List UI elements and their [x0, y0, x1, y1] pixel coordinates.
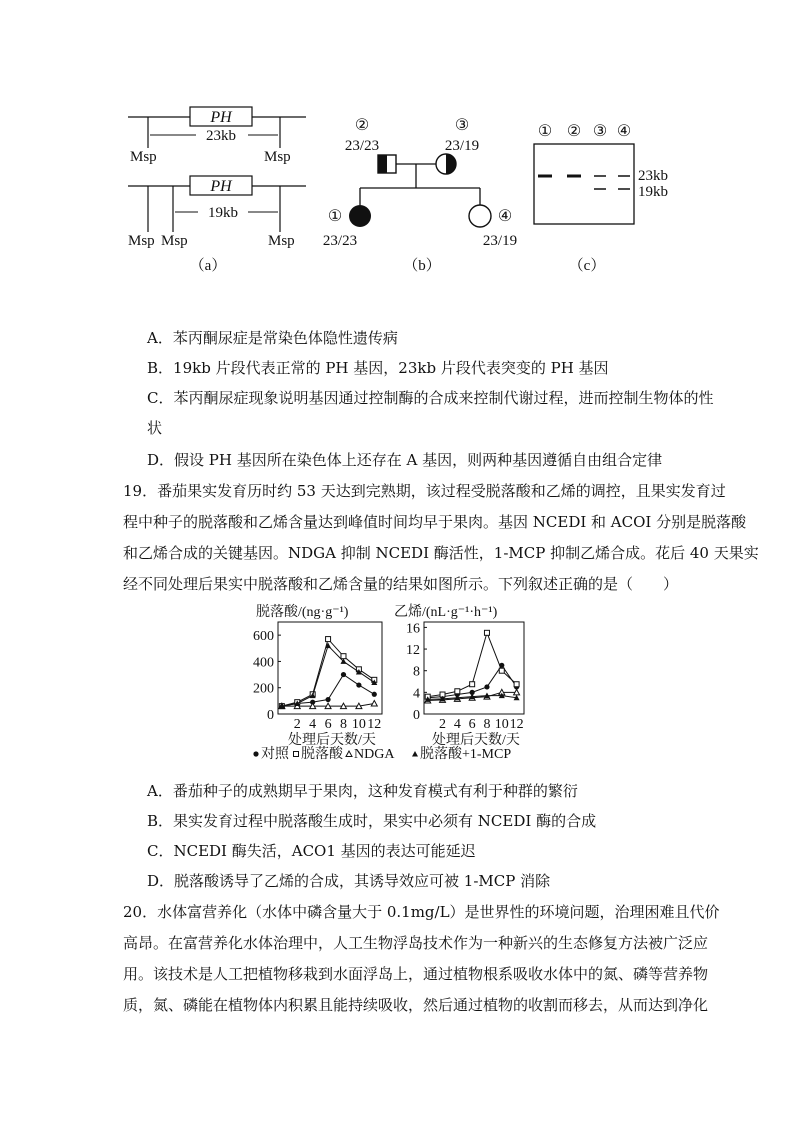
- data-point: [499, 668, 504, 673]
- pedigree-genotype-1: 23/23: [322, 233, 358, 249]
- lane-label-1: ①: [537, 123, 553, 140]
- q19-stem-line: 经不同处理后果实中脱落酸和乙烯含量的结果如图所示。下列叙述正确的是（ ）: [123, 575, 679, 593]
- x-tick-label: 6: [468, 717, 476, 732]
- q20-stem-line: 用。该技术是人工把植物移栽到水面浮岛上，通过植物根系吸收水体中的氮、磷等营养物: [123, 965, 709, 983]
- q19-option-c: C．NCEDI 酶失活，ACO1 基因的表达可能延迟: [147, 842, 476, 860]
- data-point: [484, 684, 489, 689]
- data-point: [325, 697, 330, 702]
- pedigree-number-1: ①: [327, 208, 343, 225]
- q18-option-d: D．假设 PH 基因所在染色体上还存在 A 基因，则两种基因遵循自由组合定律: [147, 451, 663, 469]
- legend-label: 脱落酸+1-MCP: [420, 747, 512, 762]
- y-tick-label: 16: [406, 621, 420, 637]
- figure-b: [323, 117, 517, 274]
- data-point: [514, 682, 519, 687]
- figure-c: [534, 123, 668, 274]
- x-tick-label: 8: [339, 717, 347, 732]
- msp-label: Msp: [268, 233, 295, 249]
- q18-option-c-cont: 状: [147, 419, 163, 437]
- y-tick-label: 200: [253, 681, 274, 697]
- x-tick-label: 4: [309, 717, 317, 732]
- hormone-charts: [244, 600, 564, 772]
- data-point: [372, 692, 377, 697]
- length-23kb: 23kb: [206, 128, 236, 144]
- gene-label-a1: PH: [210, 109, 232, 126]
- q20-stem-line: 20．水体富营养化（水体中磷含量大于 0.1mg/L）是世界性的环境问题，治理困难且代价: [123, 903, 720, 921]
- y-tick-label: 600: [253, 629, 274, 645]
- legend-label: NDGA: [354, 747, 395, 762]
- legend-marker: [346, 751, 352, 757]
- msp-label: Msp: [264, 149, 291, 165]
- msp-label: Msp: [161, 233, 188, 249]
- y-tick-label: 12: [406, 643, 420, 659]
- chart-title: 乙烯/(nL·g⁻¹·h⁻¹): [394, 605, 498, 620]
- caption-c: （c）: [568, 258, 606, 274]
- q19-option-a: A．番茄种子的成熟期早于果肉，这种发育模式有利于种群的繁衍: [147, 782, 578, 800]
- x-tick-label: 6: [324, 717, 332, 732]
- legend-marker: [294, 752, 299, 757]
- band-23kb-label: 23kb: [638, 168, 668, 184]
- q19-stem-line: 程中种子的脱落酸和乙烯含量达到峰值时间均早于果肉。基因 NCEDI 和 ACOI 分别是脱落酸: [123, 513, 747, 531]
- gene-label-a2: PH: [210, 178, 232, 195]
- pedigree-genotype-3: 23/19: [444, 138, 480, 154]
- x-tick-label: 2: [439, 717, 447, 732]
- y-tick-label: 0: [267, 708, 274, 723]
- x-tick-label: 12: [509, 717, 524, 732]
- y-tick-label: 8: [413, 664, 420, 680]
- pedigree-genotype-4: 23/19: [482, 233, 518, 249]
- legend-label: 对照: [261, 747, 289, 762]
- data-point: [470, 682, 475, 687]
- data-point: [326, 637, 331, 642]
- q20-stem-line: 高昂。在富营养化水体治理中，人工生物浮岛技术作为一种新兴的生态修复方法被广泛应: [123, 934, 709, 952]
- q18-option-b: B．19kb 片段代表正常的 PH 基因，23kb 片段代表突变的 PH 基因: [147, 359, 609, 377]
- x-tick-label: 12: [367, 717, 382, 732]
- x-tick-label: 4: [453, 717, 461, 732]
- length-19kb: 19kb: [208, 205, 238, 221]
- caption-b: （b）: [403, 258, 441, 274]
- caption-a: （a）: [189, 258, 227, 274]
- data-point: [455, 689, 460, 694]
- data-point: [484, 630, 489, 635]
- data-point: [356, 682, 361, 687]
- q20-stem-line: 质，氮、磷能在植物体内积累且能持续吸收，然后通过植物的收割而移去，从而达到净化: [123, 996, 709, 1014]
- pedigree-number-4: ④: [497, 208, 513, 225]
- y-tick-label: 0: [413, 708, 420, 723]
- q18-option-a: A．苯丙酮尿症是常染色体隐性遗传病: [147, 329, 398, 347]
- x-axis-label: 处理后天数/天: [432, 733, 520, 748]
- lane-label-3: ③: [592, 123, 608, 140]
- lane-label-2: ②: [566, 123, 582, 140]
- figure-a: [128, 107, 306, 274]
- q19-stem-line: 和乙烯合成的关键基因。NDGA 抑制 NCEDI 酶活性，1-MCP 抑制乙烯合成。花后 40 天果实: [123, 544, 759, 562]
- x-tick-label: 2: [293, 717, 301, 732]
- lane-label-4: ④: [616, 123, 632, 140]
- y-tick-label: 400: [253, 655, 274, 671]
- q19-option-b: B．果实发育过程中脱落酸生成时，果实中必须有 NCEDI 酶的合成: [147, 812, 597, 830]
- msp-label: Msp: [128, 233, 155, 249]
- legend-label: 脱落酸: [301, 747, 343, 762]
- x-tick-label: 8: [483, 717, 491, 732]
- pedigree-number-3: ③: [454, 117, 470, 134]
- data-point: [341, 654, 346, 659]
- q19-stem-line: 19．番茄果实发育历时约 53 天达到完熟期，该过程受脱落酸和乙烯的调控，且果实发育过: [123, 482, 726, 500]
- y-tick-label: 4: [413, 686, 420, 702]
- band-19kb-label: 19kb: [638, 184, 668, 200]
- data-point: [341, 672, 346, 677]
- q18-option-c: C．苯丙酮尿症现象说明基因通过控制酶的合成来控制代谢过程，进而控制生物体的性: [147, 389, 714, 407]
- pedigree-number-2: ②: [354, 117, 370, 134]
- legend-marker: [253, 751, 258, 756]
- x-tick-label: 10: [494, 717, 509, 732]
- x-axis-label: 处理后天数/天: [288, 733, 376, 748]
- q19-option-d: D．脱落酸诱导了乙烯的合成，其诱导效应可被 1-MCP 消除: [147, 872, 551, 890]
- chart-title: 脱落酸/(ng·g⁻¹): [256, 605, 349, 620]
- legend-marker: [412, 751, 418, 757]
- pedigree-genotype-2: 23/23: [344, 138, 380, 154]
- x-tick-label: 10: [351, 717, 366, 732]
- genetics-figure: [120, 100, 680, 280]
- msp-label: Msp: [130, 149, 157, 165]
